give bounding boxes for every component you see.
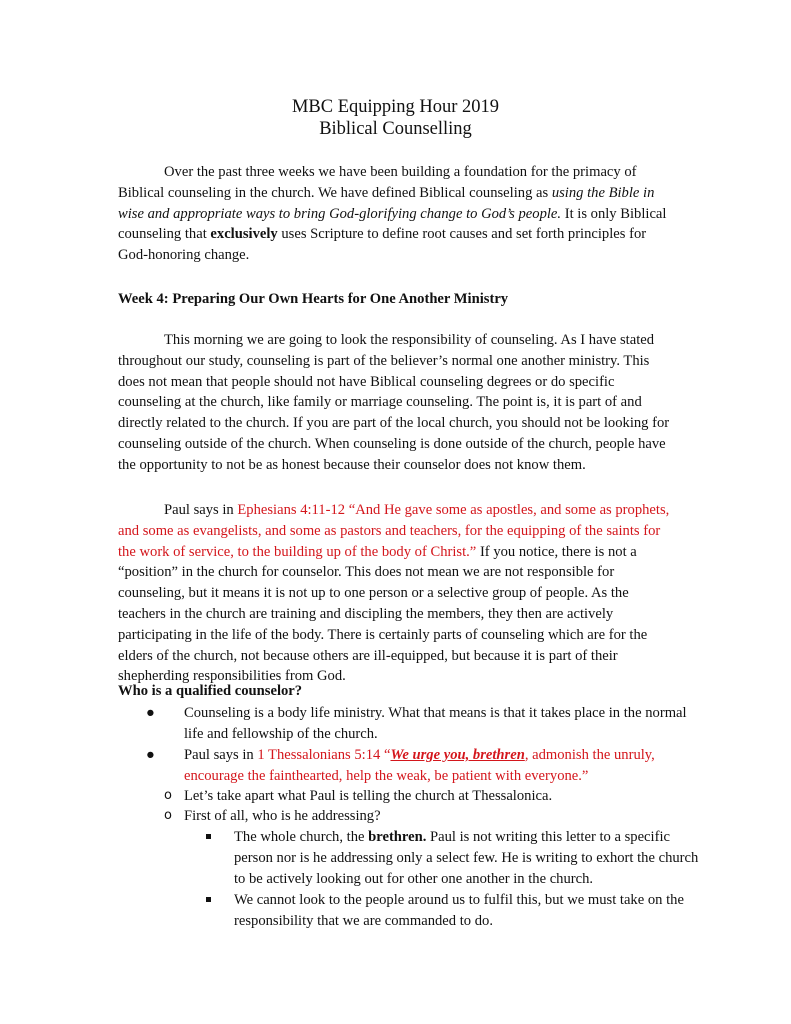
week-heading: Week 4: Preparing Our Own Hearts for One Another Ministry: [118, 291, 509, 307]
intro-text-3: uses Scripture to define root causes and set forth principles for God-honoring change.: [118, 226, 647, 264]
scripture-quote: “And He gave some as apostles, and some as prophets, and some as evangelists, and some as pastors and teachers, for the equipping of the saints for the work of service, to the building up of the body of Christ.”: [118, 502, 670, 560]
circle-marker: o: [164, 788, 172, 803]
bullet-marker: ●: [146, 705, 155, 721]
intro-text-1: Over the past three weeks we have been building a foundation for the primacy of Biblical counseling in the church. We have defined Biblical counseling as: [118, 164, 637, 201]
bullet-lead: Paul says in: [184, 747, 258, 763]
scripture-underlined: We urge you, brethren: [390, 747, 525, 763]
scripture-quote: , admonish the unruly, encourage the fainthearted, help the weak, be patient with everyone.”: [184, 747, 655, 784]
sub-sub-bullet-text: We cannot look to the people around us to fulfil this, but we must take on the responsibility that we are commanded to do.: [234, 892, 684, 929]
sub-sub-bullet-text: [234, 827, 704, 889]
sub-bullet-text: First of all, who is he addressing?: [184, 808, 381, 824]
q1-lead: The whole church, the: [234, 829, 369, 845]
q1-rest: Paul is not writing this letter to a specific person nor is he addressing only a select few. He is writing to exhort the church to be actively looking out for other one another in the church.: [234, 829, 699, 887]
q1-emphasis: brethren.: [368, 829, 427, 845]
who-heading: Who is a qualified counselor?: [118, 683, 303, 699]
intro-definition: using the Bible in wise and appropriate ways to bring God-glorifying change to God’s people.: [118, 184, 655, 222]
sub-bullet-text: Let’s take apart what Paul is telling the church at Thessalonica.: [184, 788, 553, 804]
bullet-text: [184, 745, 694, 787]
document-title: MBC Equipping Hour 2019: [291, 97, 500, 117]
intro-text-2: It is only Biblical counseling that: [118, 205, 667, 243]
ephesians-lead: Paul says in: [164, 502, 238, 518]
scripture-reference: 1 Thessalonians 5:14: [257, 747, 381, 763]
square-bullet-icon: [206, 834, 211, 839]
intro-paragraph: [118, 162, 673, 266]
circle-marker: o: [164, 808, 172, 823]
square-bullet-icon: [206, 897, 211, 902]
responsibility-paragraph: This morning we are going to look the responsibility of counseling. As I have stated throughout our study, counseling is part of the believer’s normal one another ministry. This does not mean that people should not have Biblical counseling degrees or do specific counseling at the church, like family or marriage counseling. The point is, it is part of and directly related to the church. If you are part of the local church, you should not be looking for counseling outside of the church. When counseling is done outside of the church, people have the opportunity to not be as honest because their counselor does not know them.: [118, 332, 670, 473]
bullet-marker: ●: [146, 747, 155, 763]
intro-emphasis: exclusively: [210, 226, 278, 243]
document-subtitle: Biblical Counselling: [319, 119, 472, 139]
scripture-reference: Ephesians 4:11-12: [237, 502, 346, 518]
ephesians-rest: If you notice, there is not a “position” in the church for counselor. This does not mean we are not responsible for counseling, but it means it is not up to one person or a selective group of people. As the teachers in the church are training and discipling the members, they then are actively participating in the life of the body. There is certainly parts of counseling which are for the elders of the church, not because others are ill-equipped, but because it is part of their shepherding responsibilities from God.: [118, 543, 648, 685]
bullet-text: Counseling is a body life ministry. What that means is that it takes place in the normal life and fellowship of the church.: [184, 705, 687, 742]
scripture-open-quote: “: [380, 747, 391, 763]
ephesians-paragraph: [118, 500, 673, 687]
